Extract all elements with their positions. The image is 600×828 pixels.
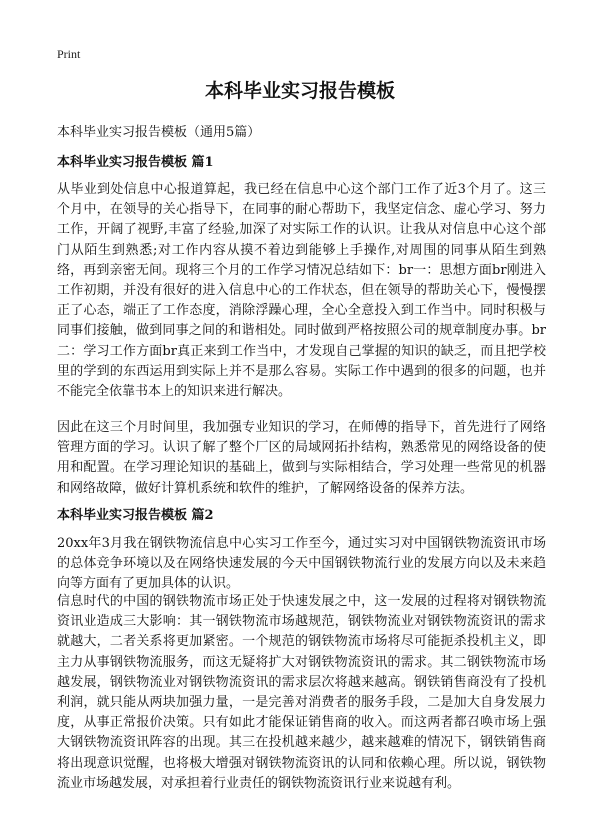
section-1-paragraph-2: 因此在这三个月时间里，我加强专业知识的学习，在师傅的指导下，首先进行了网络管理方面的学习。认识了解了整个厂区的局域网拓扑结构，熟悉常见的网络设备的使用和配置。在学习理论知识的基础上，做到与实际相结合，学习处理一些常见的机器和网络故障，做好计算机系统和软件的维护，了解网络设备的保养方法。 [57,420,546,496]
section-2-paragraph-2: 信息时代的中国的钢铁物流市场正处于快速发展之中，这一发展的过程将对钢铁物流资讯业造成三大影响：其一钢铁物流市场越规范，钢铁物流业对钢铁物流资讯的需求就越大，二者关系将更加紧密。一个规范的钢铁物流市场将尽可能扼杀投机主义，即主力从事钢铁物流服务，而这无疑将扩大对钢铁物流资讯的需求。其二钢铁物流市场越发展，钢铁物流业对钢铁物流资讯的需求层次将越来越高。钢铁销售商没有了投机利润，就只能从两块加强力量，一是完善对消费者的服务手段，二是加大自身发展力度，从事正常报价决策。只有如此才能保证销售商的收入。而这两者都召唤市场上强大钢铁物流资讯阵容的出现。其三在投机越来越少，越来越难的情况下，钢铁销售商将出现意识觉醒，也将极大增强对钢铁物流资讯的认同和依赖心理。所以说，钢铁物流业市场越发展，对承担着行业责任的钢铁物流资讯行业来说越有利。 [57,594,546,791]
document-subtitle: 本科毕业实习报告模板（通用5篇） [57,125,261,140]
print-link[interactable]: Print [57,47,81,61]
section-heading-2: 本科毕业实习报告模板 篇2 [57,508,214,523]
page-title: 本科毕业实习报告模板 [204,80,395,102]
section-1-paragraph-1: 从毕业到处信息中心报道算起，我已经在信息中心这个部门工作了近3个月了。这三个月中，在领导的关心指导下，在同事的耐心帮助下，我坚定信念、虚心学习、努力工作，开阔了视野,丰富了经验,加深了对实际工作的认识。让我从对信息中心这个部门从陌生到熟悉;对工作内容从摸不着边到能够上手操作,对周围的同事从陌生到熟络，再到亲密无间。现将三个月的工作学习情况总结如下：br一：思想方面br刚进入工作初期，并没有很好的进入信息中心的工作状态，但在领导的帮助关心下，慢慢摆正了心态，端正了工作态度，消除浮躁心理，全心全意投入到工作当中。同时积极与同事们接触，做到同事之间的和谐相处。同时做到严格按照公司的规章制度办事。br二：学习工作方面br真正来到工作当中，才发现自己掌握的知识的缺乏，而且把学校里的学到的东西运用到实际上并不是那么容易。实际工作中遇到的很多的问题，也并不能完全依靠书本上的知识来进行解决。 [57,182,546,400]
section-heading-1: 本科毕业实习报告模板 篇1 [57,155,214,170]
section-2-paragraph-1: 20xx年3月我在钢铁物流信息中心实习工作至今，通过实习对中国钢铁物流资讯市场的总体竞争环境以及在网络快速发展的今天中国钢铁物流行业的发展方向以及未来趋向等方面有了更加具体的认识。 [57,536,546,592]
